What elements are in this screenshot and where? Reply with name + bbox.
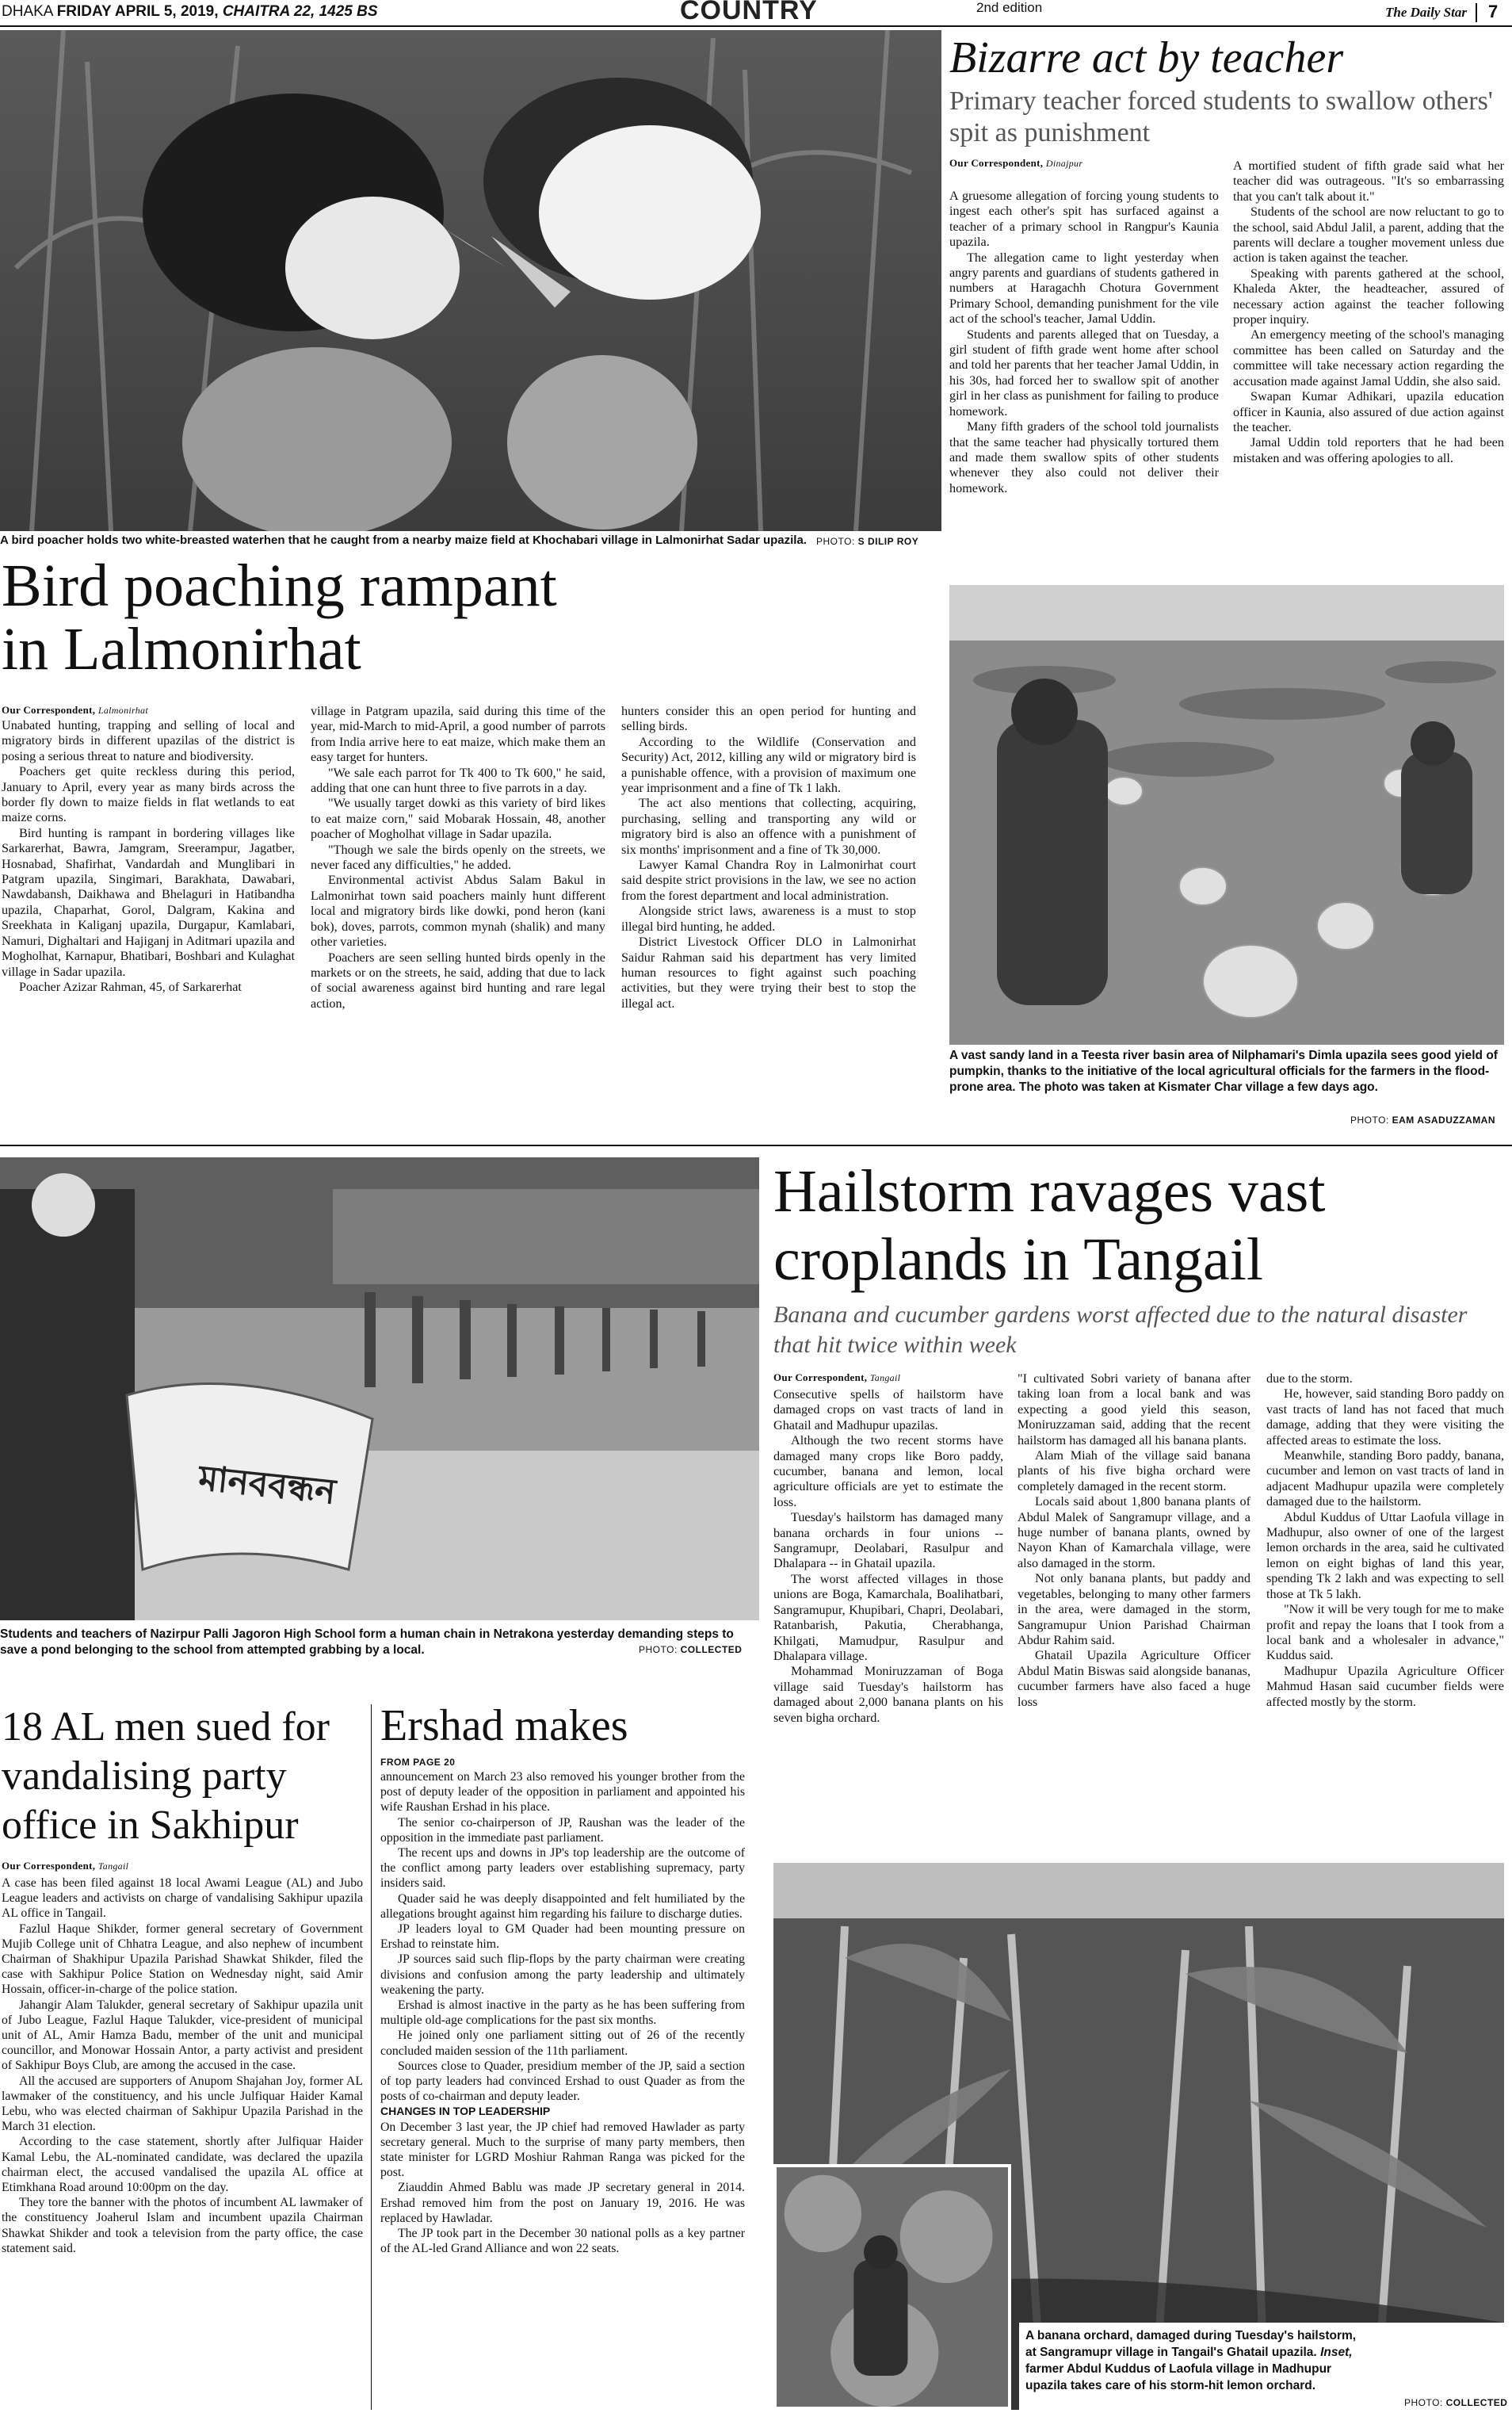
paper-logo: The Daily Star: [1385, 5, 1467, 20]
banana-photo-caption: A banana orchard, damaged during Tuesday's hailstorm, at Sangramupr village in Tangail's Ghatail upazila. Inset, farmer Abdul Kuddus of Laofula village in Madhupur upazila takes care of his storm-hit lemon orchard.: [1025, 2329, 1357, 2392]
chain-photo-credit: PHOTO: COLLECTED: [639, 1644, 743, 1655]
dateline: [2, 3, 378, 21]
chain-photo-caption: Students and teachers of Nazirpur Palli Jagoron High School form a human chain in Netrakona yesterday demanding steps to save a pond belonging to the school from attempted grabbing by a local.: [0, 1627, 734, 1657]
bird-photo-caption: A bird poacher holds two white-breasted waterhen that he caught from a nearby maize field at Khochabari village in Lalmonirhat Sadar upazila.: [0, 533, 807, 547]
pumpkin-field-photo: [949, 585, 1504, 1045]
edition-label: 2nd edition: [976, 0, 1043, 15]
pumpkin-photo-credit: PHOTO: EAM ASADUZZAMAN: [1350, 1115, 1496, 1126]
al-story-headline: 18 AL men sued for vandalising party office in Sakhipur: [2, 1704, 330, 1848]
banana-photo-inset: [773, 2164, 1011, 2410]
teacher-story-subhead: Primary teacher forced students to swallow others' spit as punishment: [949, 86, 1493, 147]
masthead: [0, 0, 1512, 27]
hailstorm-col-3: due to the storm. He, however, said standing Boro paddy on vast tracts of land has not faced that much damage, adding that they were visiting the affected areas to estimate the loss. Meanwhile, standing Boro paddy, banana, cucumber and lemon on vast tracts of land in adjacent Madhupur upazila were completely damaged due to the hailstorm. Abdul Kuddus of Uttar Laofula village in Madhupur, also owner of one of the largest lemon orchards in the area, said he cultivated lemon on eight bighas of land this year, spending Tk 2 lakh and was expecting to sell those at Tk 5 lakh. "Now it will be very tough for me to make profit and repay the loans that I took from a local bank and a wholesaler in advance," Kuddus said. Madhupur Upazila Agriculture Officer Mahmud Hasan said cucumber fields were affected mostly by the storm.: [1266, 1371, 1504, 1709]
hailstorm-subhead: Banana and cucumber gardens worst affected due to the natural disaster that hit twice within week: [773, 1302, 1468, 1358]
bird-story-col-1: Unabated hunting, trapping and selling of local and migratory birds in different upazilas of the district is posing a serious threat to nature and biodiversity. Poachers get quite reckless during this period, January to April, every year as many birds across the border fly down to maize fields in flat wetlands to eat maize corns. Bird hunting is rampant in bordering villages like Sarkarerhat, Bawra, Jamgram, Sreerampur, Jagatber, Hosnabad, Shafirhat, Vandardah and Munglibari in Patgram upazila, Singimari, Barakhata, Dawabari, Nawdabansh, Daikhawa and Bhelaguri in Hatibandha upazila, Chaparhat, Gorol, Dalgram, Kakina and Sreekhata in Kaliganj upazila, Durgapur, Kamlabari, Namuri, Dighaltari and Hajiganj in Aditmari upazila and Mogholhat, Karnapur, Bhatibari, Boshbari and Kulaghat village in Sadar upazila. Poacher Azizar Rahman, 45, of Sarkarerhat: [2, 718, 295, 994]
hailstorm-byline: Our Correspondent, Tangail: [773, 1371, 901, 1383]
hailstorm-headline: Hailstorm ravages vast croplands in Tangail: [773, 1158, 1326, 1293]
al-story-byline: Our Correspondent, Tangail: [2, 1860, 129, 1872]
bird-photo-credit: PHOTO: S DILIP ROY: [816, 536, 919, 547]
human-chain-photo: [0, 1157, 759, 1620]
ershad-body: announcement on March 23 also removed his younger brother from the post of deputy leader of the opposition in parliament and appointed his wife Raushan Ershad in his place. The senior co-chairperson of JP, Raushan was the leader of the opposition in the immediate past parliament. The recent ups and downs in JP's top leadership are the outcome of the conflict among party leaders over establishing supremacy, party insiders said. Quader said he was deeply disappointed and felt humiliated by the allegations brought against him regarding his failure to discharge duties. JP leaders loyal to GM Quader had been mounting pressure on Ershad to reinstate him. JP sources said such flip-flops by the party chairman were creating divisions and confusion among the party leadership and ultimately weakening the party. Ershad is almost inactive in the party as he has been suffering from multiple old-age complications for the past six months. He joined only one parliament sitting out of 26 of the recently concluded maiden session of the 11th parliament. Sources close to Quader, presidium member of the JP, said a section of top party leaders had convinced Ershad to oust Quader as from the posts of co-chairman and deputy leader. CHANGES IN TOP LEADERSHIP On December 3 last year, the JP chief had removed Hawlader as party secretary general. Much to the surprise of many party members, then state minister for LGRD Moshiur Rahman Ranga was picked for the post. Ziauddin Ahmed Bablu was made JP secretary general in 2014. Ershad removed him from the post on January 19, 2016. He was replaced by Hawladar. The JP took part in the December 30 national polls as a key partner of the AL-led Grand Alliance and won 22 seats.: [380, 1770, 745, 2256]
hailstorm-col-1: Consecutive spells of hailstorm have damaged crops on vast tracts of land in Ghatail and Madhupur upazilas. Although the two recent storms have damaged many crops like Boro paddy, cucumber, banana and lemon, local agriculture officials are yet to estimate the loss. Tuesday's hailstorm has damaged many banana orchards in four unions -- Sangramupr, Deolabari, Rasulpur and Dhalapara -- in Ghatail upazila. The worst affected villages in those unions are Boga, Kamarchala, Boalihatbari, Sangramupur, Khupibari, Chapri, Deolabari, Ratanbarish, Pakutia, Cherabhanga, Khilgati, Mamudpur, Rasulpur and Dhalapara village. Mohammad Moniruzzaman of Boga village said Tuesday's hailstorm has damaged about 2,000 banana plants on his seven bigha orchard.: [773, 1387, 1003, 1725]
pumpkin-photo-caption: A vast sandy land in a Teesta river basin area of Nilphamari's Dimla upazila sees good yield of pumpkin, thanks to the initiative of the local agricultural officials for the farmers in the flood-prone area. The photo was taken at Kismater Char village a few days ago.: [949, 1049, 1498, 1094]
teacher-story-col-2: A mortified student of fifth grade said what her teacher did was outrageous. "It's so embarrassing that you can't talk about it." Students of the school are now reluctant to go to the school, said Abdul Jalil, a parent, adding that the parents will declare a tougher movement unless due action is taken against the teacher. Speaking with parents gathered at the school, Khaleda Akter, the headteacher, assured of necessary action against the teacher following proper inquiry. An emergency meeting of the school's managing committee has been called on Saturday and the committee will take necessary action regarding the accusation made against Jamal Uddin, she also said. Swapan Kumar Adhikari, upazila education officer in Kaunia, also assured of due action against the teacher. Jamal Uddin told reporters that he had been mistaken and was offering apologies to all.: [1233, 159, 1504, 465]
ershad-from-page: FROM PAGE 20: [380, 1757, 456, 1768]
teacher-story-headline: Bizarre act by teacher: [949, 33, 1344, 82]
dateline-date: FRIDAY APRIL 5, 2019,: [56, 3, 219, 20]
page-number: 7: [1488, 2, 1499, 21]
banana-photo-credit: PHOTO: COLLECTED: [1404, 2397, 1508, 2408]
bird-poacher-photo: [0, 30, 941, 531]
ershad-subhead: CHANGES IN TOP LEADERSHIP: [380, 2105, 551, 2118]
ershad-headline: Ershad makes: [380, 1701, 628, 1750]
bird-story-col-3: hunters consider this an open period for hunting and selling birds. According to the Wildlife (Conservation and Security) Act, 2012, killing any wild or migratory bird is a punishable offence, with a provision of maximum one year imprisonment and a fine of Tk 1 lakh. The act also mentions that collecting, acquiring, purchasing, selling and transporting any wild or migratory bird is also an offence with a punishment of six months' imprisonment and a fine of Tk 30,000. Lawyer Kamal Chandra Roy in Lalmonirhat court said despite strict provisions in the law, we see no action from the forest department and local administration. Alongside strict laws, awareness is a must to stop illegal bird hunting, he added. District Livestock Officer DLO in Lalmonirhat Saidur Rahman said his department has very limited human resources to fight against such poaching activities, but they were trying their best to stop the illegal act.: [621, 704, 916, 1011]
hailstorm-col-2: "I cultivated Sobri variety of banana after taking loan from a local bank and was expecting a good yield this season, Moniruzzaman said, adding that the recent hailstorm has damaged all his banana plants. Alam Miah of the village said banana plants of his five bigha orchard were completely damaged in the recent storm. Locals said about 1,800 banana plants of Abdul Malek of Sangramupr village, and a huge number of banana plants, owned by Nayon Khan of Kamarchala village, were also damaged in the storm. Not only banana plants, but paddy and vegetables, belonging to many other farmers in the area, were damaged in the storm, Sangramupur Union Parishad Chairman Abdur Rahim said. Ghatail Upazila Agriculture Officer Abdul Matin Biswas said alongside bananas, cucumber farmers have also faced a huge loss: [1018, 1371, 1250, 1709]
section-name: COUNTRY: [680, 0, 818, 25]
teacher-story-col-1: A gruesome allegation of forcing young students to ingest each other's spit has surfaced against a teacher of a primary school in Rangpur's Kaunia upazila. The allegation came to light yesterday when angry parents and guardians of students gathered in numbers at Haragachh Chotura Government Primary School, demanding punishment for the vile act of the school's teacher, Jamal Uddin. Students and parents alleged that on Tuesday, a girl student of fifth grade went home after school and told her parents that her teacher Jamal Uddin, in his 30s, had forced her to swallow spit of another girl in her class as punishment for failing to produce homework. Many fifth graders of the school told journalists that the same teacher had physically tortured them and made them swallow spits of other students whenever they also could not deliver their homework.: [949, 189, 1219, 495]
banner-text: মানববন্ধন: [197, 1458, 338, 1512]
teacher-story-byline: Our Correspondent, Dinajpur: [949, 157, 1083, 169]
al-story-body: A case has been filed against 18 local Awami League (AL) and Jubo League leaders and activists on charge of vandalising Sakhipur upazila AL office in Tangail. Fazlul Haque Shikder, former general secretary of Government Mujib College unit of Chhatra League, and also nephew of incumbent Chairman of Shakhipur Upazila Parishad Shawkat Shikder, filed the case with Sakhipur Police Station on Wednesday night, said Amir Hossain, officer-in-charge of the police station. Jahangir Alam Talukder, general secretary of Sakhipur upazila unit of Jubo League, Fazlul Haque Talukder, vice-president of municipal unit of AL, Amir Hamza Badu, member of the unit and municipal councillor, and Monowar Hossain Antor, a party activist and president of Sakhipur Boys Club, are among the accused in the case. All the accused are supporters of Anupom Shajahan Joy, former AL lawmaker of the constituency, and his uncle Julfiquar Haider Kamal Lebu, who was elected chairman of Sakhipur Upazila Parishad in the March 31 election. According to the case statement, shortly after Julfiquar Haider Kamal Lebu, the AL-nominated candidate, was declared the upazila chairman elect, the accused vandalised the upazila AL office at Etimkhana Road around 10:00pm on the day. They tore the banner with the photos of incumbent AL lawmaker of the constituency Joaherul Islam and incumbent upazila Chairman Shawkat Shikder and took a television from the party office, the case statement said.: [2, 1876, 363, 2255]
bird-story-headline: Bird poaching rampant in Lalmonirhat: [2, 553, 557, 683]
bird-story-byline: Our Correspondent, Lalmonirhat: [2, 704, 148, 716]
dateline-city: DHAKA: [2, 3, 53, 20]
dateline-bangla: CHAITRA 22, 1425 BS: [222, 3, 378, 20]
bird-story-col-2: village in Patgram upazila, said during this time of the year, mid-March to mid-April, a good number of parrots from India arrive here to eat maize, which make them an easy target for hunters. "We sale each parrot for Tk 400 to Tk 600," he said, adding that one can hunt three to five parrots in a day. "We usually target dowki as this variety of bird likes to eat maize corn," said Mobarak Hossain, 48, another poacher of Mogholhat village in Sadar upazila. "Though we sale the birds openly on the streets, we never faced any difficulties," he added. Environmental activist Abdus Salam Bakul in Lalmonirhat town said poachers mainly hunt different local and migratory birds like dowki, pond heron (kani bok), doves, parrots, common mynah (shalik) and many other varieties. Poachers are seen selling hunted birds openly in the markets or on the streets, he said, adding that due to lack of social awareness against bird hunting and rare legal action,: [311, 704, 605, 1011]
